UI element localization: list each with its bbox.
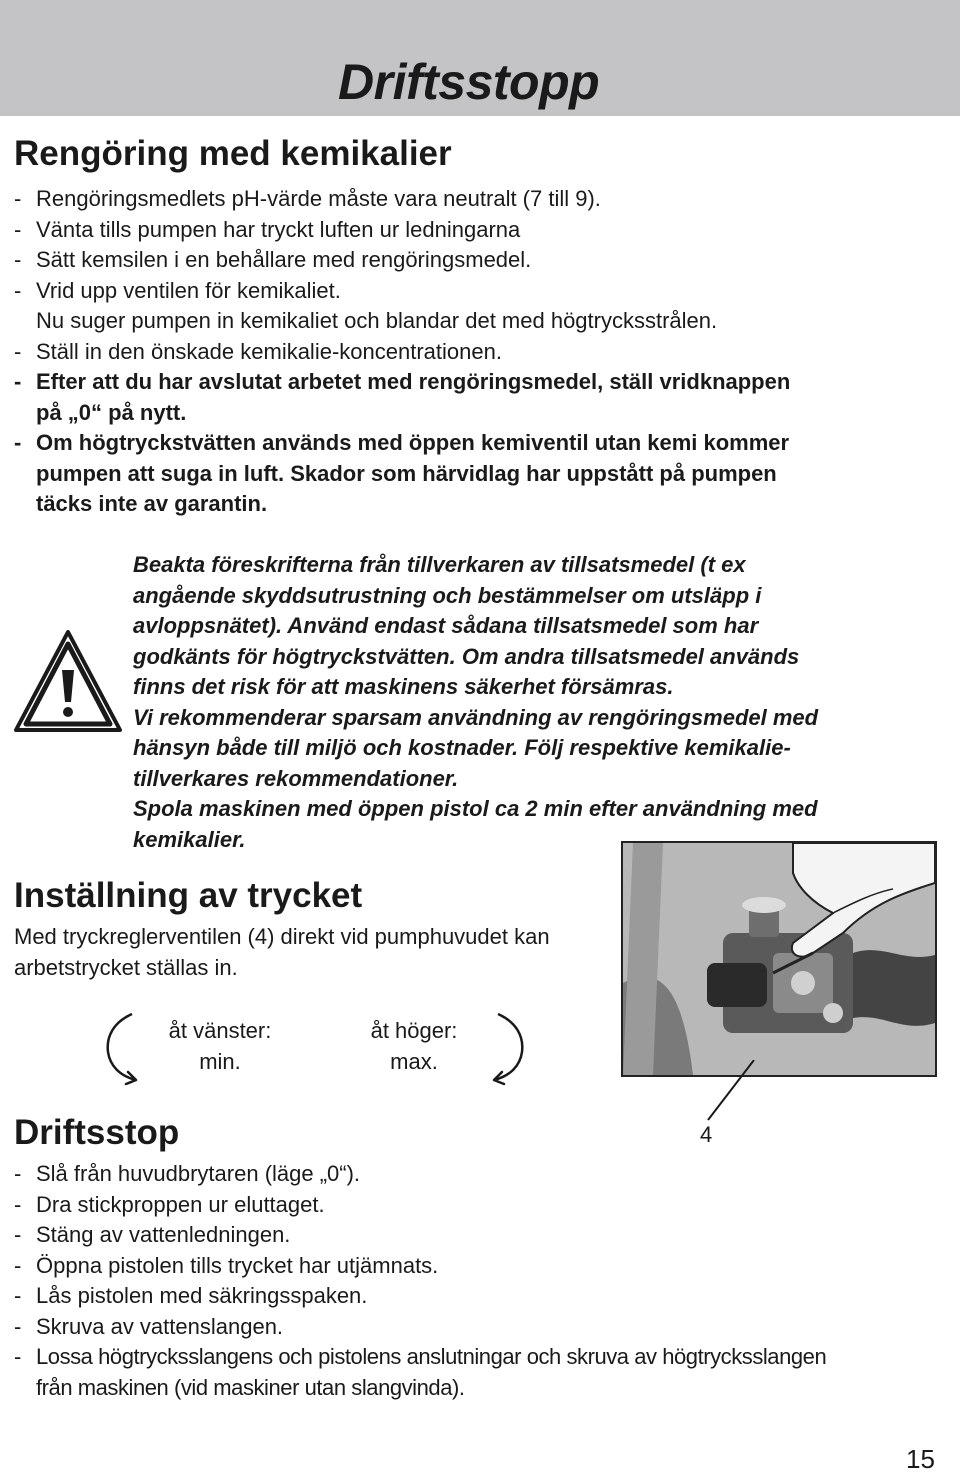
warning-paragraph: Vi rekommenderar sparsam användning av rengöringsmedel med hänsyn både till miljö och kostnader. Följ respektive kemikalie- tillverkares rekommendationer.: [133, 704, 819, 791]
dial-left-label: åt vänster: min.: [168, 1018, 272, 1074]
page-number: 15: [906, 1444, 935, 1474]
warning-triangle-icon: [12, 628, 124, 736]
warning-text: [133, 550, 943, 855]
warning-paragraph: Spola maskinen med öppen pistol ca 2 min efter användning med kemikalier.: [133, 796, 818, 852]
list-item: - Vrid upp ventilen för kemikaliet. Nu suger pumpen in kemikaliet och blandar det med högtrycksstrålen.: [14, 276, 790, 337]
list-item: - Skruva av vattenslangen.: [14, 1312, 954, 1343]
section-heading-chemical-cleaning: Rengöring med kemikalier: [14, 134, 452, 173]
list-item: - Öppna pistolen tills trycket har utjämnats.: [14, 1251, 954, 1282]
callout-number: 4: [700, 1122, 713, 1147]
list-item: - Slå från huvudbrytaren (läge „0“).: [14, 1159, 954, 1190]
section-heading-shutdown: Driftsstop: [14, 1113, 180, 1152]
list-item: - Sätt kemsilen i en behållare med rengöringsmedel.: [14, 245, 790, 276]
list-item: - Om högtryckstvätten används med öppen kemiventil utan kemi kommer pumpen att suga in luft. Skador som härvidlag har uppstått på pumpen täcks inte av garantin.: [14, 428, 790, 520]
callout-leader-line: [700, 1060, 760, 1124]
list-item: - Dra stickproppen ur eluttaget.: [14, 1190, 954, 1221]
list-item: - Lossa högtrycksslangens och pistolens anslutningar och skruva av högtrycksslangen från maskinen (vid maskiner utan slangvinda).: [14, 1342, 954, 1403]
list-item: - Ställ in den önskade kemikalie-koncentrationen.: [14, 337, 790, 368]
list-item: - Rengöringsmedlets pH-värde måste vara neutralt (7 till 9).: [14, 184, 790, 215]
chemical-cleaning-list: [14, 184, 790, 520]
dial-right-label: åt höger: max.: [370, 1018, 458, 1074]
list-item: - Vänta tills pumpen har tryckt luften ur ledningarna: [14, 215, 790, 246]
section-heading-pressure-setting: Inställning av trycket: [14, 876, 363, 915]
list-item: - Efter att du har avslutat arbetet med rengöringsmedel, ställ vridknappen på „0“ på nytt.: [14, 367, 790, 428]
list-item: - Stäng av vattenledningen.: [14, 1220, 954, 1251]
page-title: Driftsstopp: [338, 54, 600, 110]
warning-paragraph: Beakta föreskrifterna från tillverkaren av tillsatsmedel (t ex angående skyddsutrustning och bestämmelser om utsläpp i avloppsnätet). Använd endast sådana tillsatsmedel som har godkänts för högtryckstvätten. Om andra tillsatsmedel används finns det risk för att maskinens säkerhet försämras.: [133, 552, 800, 699]
pressure-setting-text: Med tryckreglerventilen (4) direkt vid pumphuvudet kan arbetstrycket ställas in.: [14, 924, 550, 980]
rotate-left-arrow-icon: [102, 1008, 162, 1088]
pump-illustration: [623, 843, 935, 1075]
rotate-right-arrow-icon: [468, 1008, 528, 1088]
shutdown-list: [14, 1159, 954, 1403]
pump-valve-photo: [621, 841, 937, 1077]
list-item: - Lås pistolen med säkringsspaken.: [14, 1281, 954, 1312]
